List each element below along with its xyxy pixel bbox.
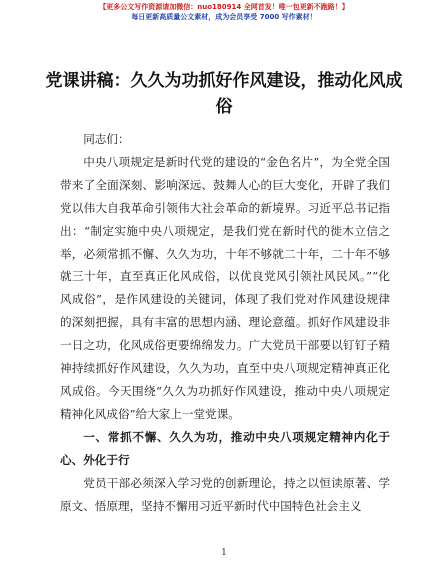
document-title: 党课讲稿：久久为功抓好作风建设，推动化风成俗 [45, 71, 403, 117]
paragraph-intro: 中央八项规定是新时代党的建设的“金色名片”，为全党全国带来了全面深刻、影响深远、鼓舞人心的巨大变化，开辟了我们党以伟大自我革命引领伟大社会革命的新境界。习近平总书记指出：“制定实施中央八项规定，是我们党在新时代的徙木立信之举，必须常抓不懈、久久为功，十年不够就二十年，二十年不够就三十年，直至真正化风成俗，以优良党风引领社风民风。”“化风成俗”，是作风建设的关键词，体现了我们党对作风建设规律的深刻把握，具有丰富的思想内涵、理论意蕴。抓好作风建设非一日之功，化风成俗更要绵绵发力。广大党员干部要以钉钉子精神持续抓好作风建设，久久为功，直至中央八项规定精神真正化风成俗。今天围绕“久久为功抓好作风建设，推动中央八项规定精神化风成俗”给大家上一堂党课。 [60, 154, 390, 421]
promo-banner-line-1: 【更多公文写作资源请加微信：nuo180914 全网首发！唯一包更新不跑路！】 [99, 3, 349, 11]
page-number: 1 [221, 548, 227, 558]
section-heading-1: 一、常抓不懈、久久为功，推动中央八项规定精神内化于心、外化于行 [60, 429, 390, 467]
promo-banner-line-2: 每日更新高质量公文素材，成为会员享受 7000 写作素材！ [131, 13, 317, 21]
salutation: 同志们： [83, 132, 130, 146]
paragraph-section-1: 党员干部必须深入学习党的创新理论，持之以恒读原著、学原文、悟原理，坚持不懈用习近平新时代中国特色社会主义 [60, 475, 390, 513]
promo-banner [0, 2, 448, 22]
document-body [60, 128, 390, 517]
